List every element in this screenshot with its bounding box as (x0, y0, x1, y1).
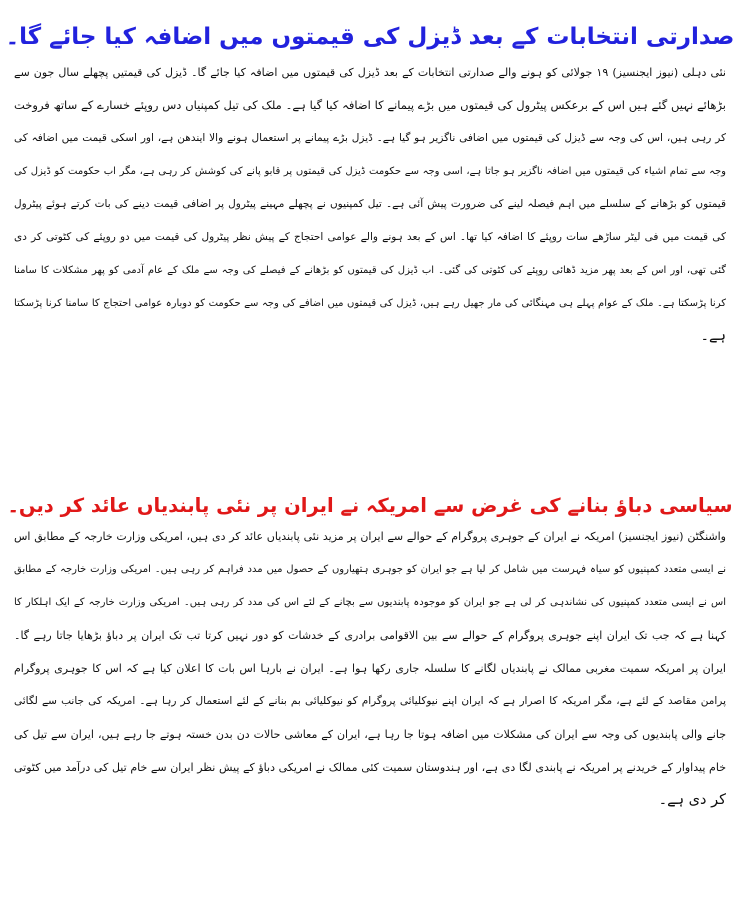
headline-iran-sanctions: سیاسی دباؤ بنانے کی غرض سے امریکہ نے ایران پر نئی پابندیاں عائد کر دیں۔ (7, 494, 733, 518)
article-line: نے ایسی متعدد کمپنیوں کو سیاہ فہرست میں شامل کر لیا ہے جو ایران کو جوہری ہتھیاروں کے حصول میں مدد فراہم کر رہی ہیں۔ امریکی وزارت خارجہ کے مطابق (14, 564, 726, 575)
article-diesel-prices (14, 56, 726, 353)
article-line: خام پیداوار کے خریدنے پر امریکہ نے پابندی لگا دی ہے، اور ہندوستان سمیت کئی ممالک نے امریکی دباؤ کے پیش نظر ایران سے خام تیل کی درآمد میں کٹوتی (14, 761, 726, 774)
article-line: کر دی ہے۔ (658, 792, 726, 808)
article-line: بڑھائے نہیں گئے ہیں اس کے برعکس پیٹرول کی قیمتوں میں بڑے پیمانے کا اضافہ کیا گیا ہے۔ ملک کی تیل کمپنیاں دس روپئے خسارے کے ساتھ فروخت (14, 98, 726, 112)
headline-diesel-prices: صدارتی انتخابات کے بعد ڈیزل کی قیمتوں میں اضافہ کیا جائے گا۔ (5, 24, 735, 51)
article-iran-sanctions (14, 520, 726, 817)
article-line: واشنگٹن (نیوز ایجنسیز) امریکہ نے ایران کے جوہری پروگرام کے حوالے سے ایران پر مزید نئی پابندیاں عائد کر دی ہیں، امریکی وزارت خارجہ کے مطابق اس (14, 530, 726, 543)
article-line: پرامن مقاصد کے لئے ہے، مگر امریکہ کا اصرار ہے کہ ایران اپنے نیوکلیائی پروگرام کو نیوکلیائی بم بنانے کے لئے استعمال کر رہا ہے۔ امریکہ کی جانب سے لگائی (14, 695, 726, 707)
article-line: جانے والی پابندیوں کی وجہ سے ایران کی مشکلات میں اضافہ ہوتا جا رہا ہے، ایران کے معاشی حالات دن بدن خستہ ہوتے جا رہے ہیں، ایران سے تیل کی (14, 728, 726, 741)
article-line: وجہ سے تمام اشیاء کی قیمتوں میں اضافہ ناگزیر ہو جاتا ہے، اسی وجہ سے حکومت ڈیزل کی قیمتوں پر قابو پانے کی کوشش کر رہی ہے، مگر اب حکومت کو ڈیزل کی (14, 166, 726, 177)
article-line: اس نے ایسی متعدد کمپنیوں کی نشاندہی کر لی ہے جو ایران کو موجودہ پابندیوں سے بچانے کے لئے اس کی مدد کر رہی ہیں۔ امریکی وزارت خارجہ کے ایک اہلکار کا (14, 597, 726, 608)
article-line: نئی دہلی (نیوز ایجنسیز) ۱۹ جولائی کو ہونے والے صدارتی انتخابات کے بعد ڈیزل کی قیمتوں میں اضافہ کیا جائے گا۔ ڈیزل کی قیمتیں پچھلے سال جون سے (14, 66, 726, 79)
article-line: قیمتوں کو بڑھانے کے سلسلے میں اہم فیصلہ لینے کی ضرورت پیش آئی ہے۔ تیل کمپنیوں نے پچھلے مہینے پیٹرول پر اضافی قیمت دینے کی بات کرتے ہوئے پیٹرول (14, 198, 726, 210)
article-line: ایران پر امریکہ سمیت مغربی ممالک نے پابندیاں لگانے کا سلسلہ جاری رکھا ہوا ہے۔ ایران نے بارہا اس بات کا اعلان کیا ہے کہ اس کا جوہری پروگرام (14, 662, 726, 675)
article-line: کر رہی ہیں، اس کی وجہ سے ڈیزل کی قیمتوں میں اضافی ناگزیر ہو گیا ہے۔ ڈیزل بڑے پیمانے پر استعمال ہونے والا ایندھن ہے، اور اسکی قیمت میں اضافہ کی (14, 132, 726, 144)
article-line: ہے۔ (700, 328, 726, 344)
article-line: گئی تھی، اور اس کے بعد پھر مزید ڈھائی روپئے کی کٹوتی کی گئی۔ اب ڈیزل کی قیمتوں کو بڑھانے کے فیصلے کی وجہ سے ملک کے عام آدمی کو پھر مشکلات کا سامنا (14, 265, 726, 276)
article-line: کی قیمت میں فی لیٹر ساڑھے سات روپئے کا اضافہ کیا تھا۔ اس کے بعد ہونے والے عوامی احتجاج کے پیش نظر پیٹرول کی قیمت میں دو روپئے کی کٹوتی کر دی (14, 231, 726, 243)
article-line: کرنا پڑسکتا ہے۔ ملک کے عوام پہلے ہی مہنگائی کی مار جھیل رہے ہیں، ڈیزل کی قیمتوں میں اضافے کی وجہ سے حکومت کو دوبارہ عوامی احتجاج کا سامنا کرنا پڑسکتا (14, 298, 726, 309)
article-line: کہنا ہے کہ جب تک ایران اپنے جوہری پروگرام کے حوالے سے بین الاقوامی برادری کے خدشات کو دور نہیں کرتا تب تک ایران پر دباؤ بڑھایا جاتا رہے گا۔ (14, 629, 726, 642)
